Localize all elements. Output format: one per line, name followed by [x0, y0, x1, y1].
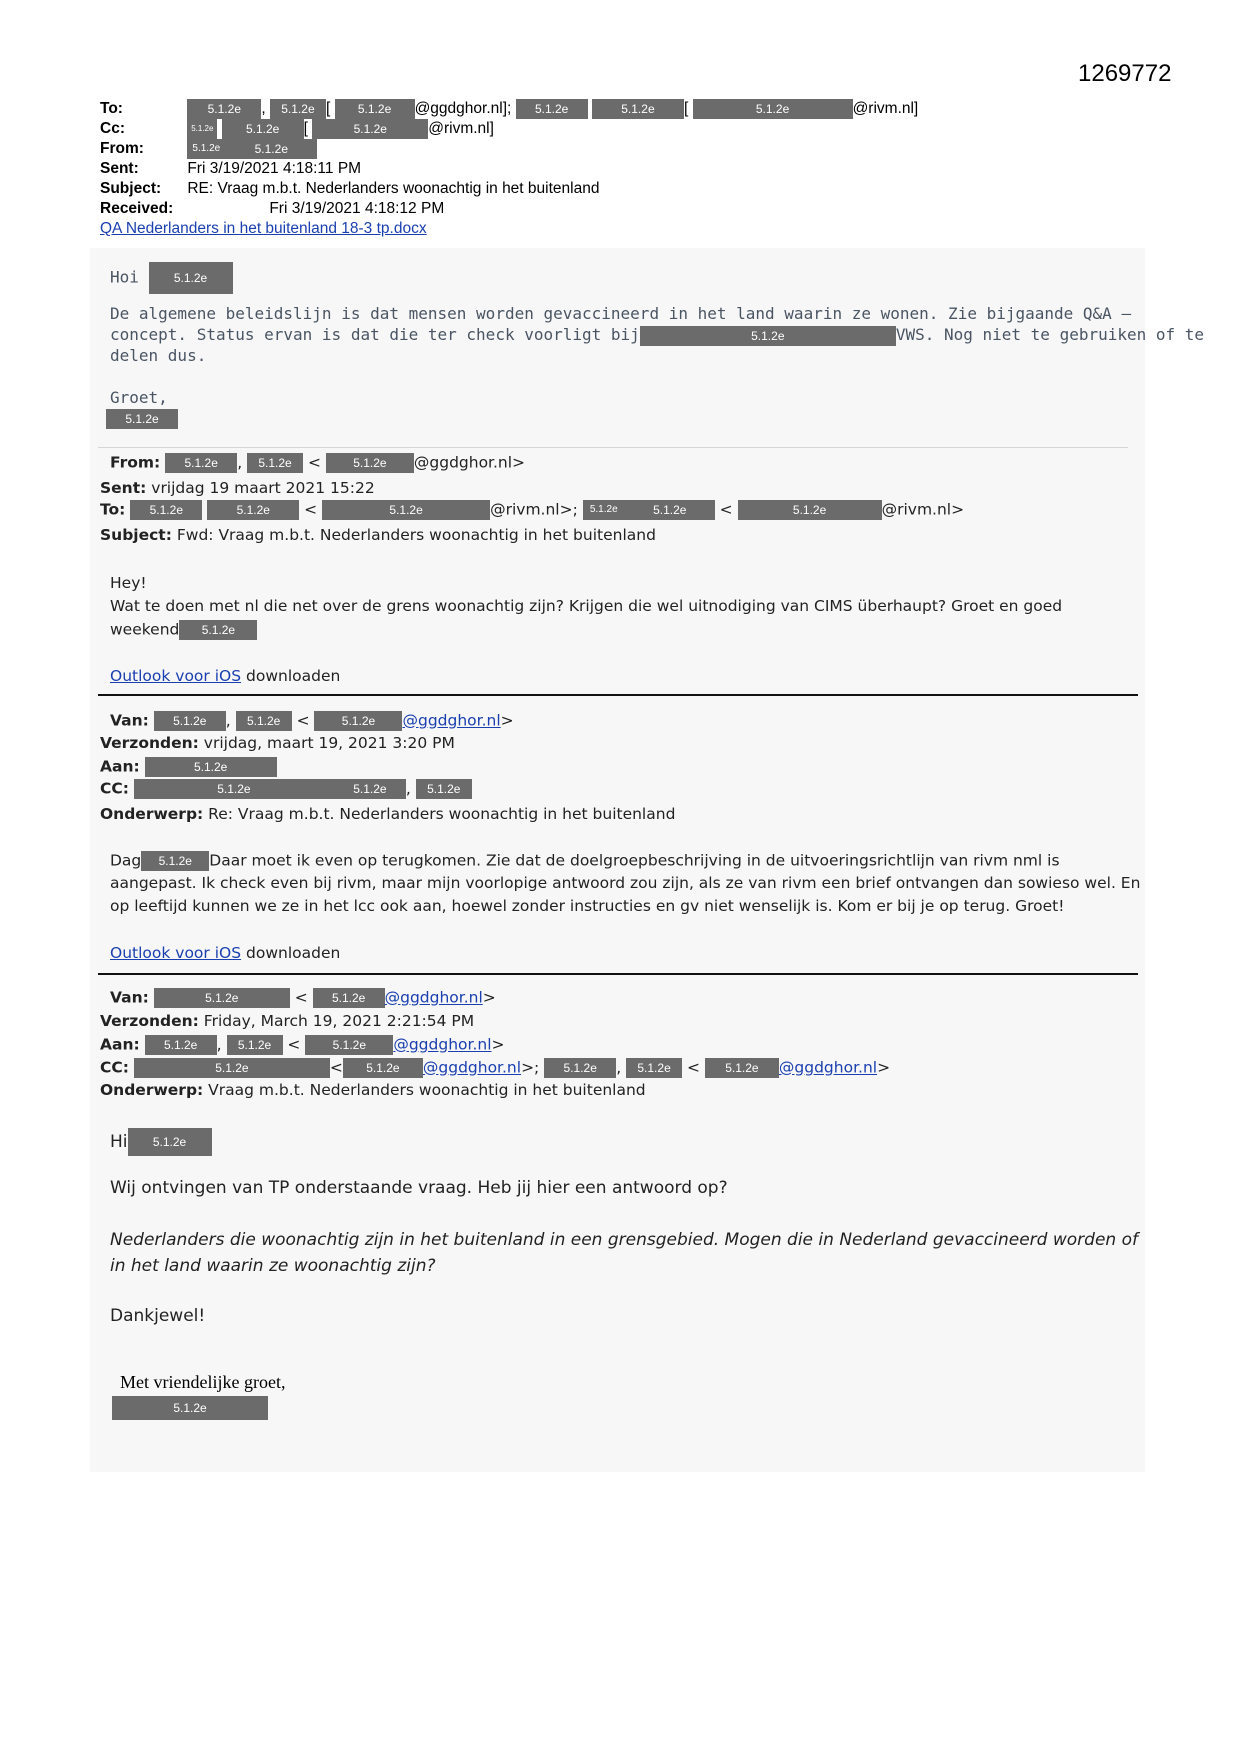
sent-line — [100, 159, 361, 179]
aan-label: Aan: — [100, 1035, 140, 1054]
redaction: 5.1.2e — [625, 500, 715, 520]
redaction: 5.1.2e — [222, 119, 304, 139]
document-id: 1269772 — [1078, 60, 1172, 87]
van-domain[interactable]: @ggdghor.nl — [384, 988, 483, 1007]
msg2-body2: Wat te doen met nl die net over de grens woonachtig zijn? Krijgen die wel uitnodiging van CIMS überhaupt? Groet en goed — [110, 597, 1063, 615]
subject-value: RE: Vraag m.b.t. Nederlanders woonachtig in het buitenland — [187, 180, 600, 197]
msg4-verzonden — [100, 1012, 474, 1030]
outlook-text: downloaden — [246, 667, 341, 685]
subject-label: Subject: — [100, 526, 172, 544]
redaction: 5.1.2e — [207, 500, 299, 520]
cc-domain-2[interactable]: @ggdghor.nl — [778, 1058, 878, 1077]
redaction: 5.1.2e — [693, 99, 853, 119]
redaction: 5.1.2e — [236, 711, 292, 731]
msg1-line3: delen dus. — [110, 346, 207, 365]
from-domain: @ggdghor.nl> — [413, 453, 526, 472]
redaction: 5.1.2e — [314, 711, 402, 731]
msg3-aan — [100, 757, 277, 777]
verzonden-value: Friday, March 19, 2021 2:21:54 PM — [203, 1012, 475, 1030]
redaction: 5.1.2e — [187, 99, 261, 119]
verzonden-label: Verzonden: — [100, 1012, 199, 1030]
redaction: 5.1.2e — [334, 779, 406, 799]
cc-label: CC: — [100, 779, 129, 798]
redaction: 5.1.2e — [128, 1128, 212, 1156]
sent-value: Fri 3/19/2021 4:18:11 PM — [187, 160, 362, 177]
redaction: 5.1.2e — [592, 99, 684, 119]
msg1-line2 — [110, 324, 1204, 346]
line-text: concept. Status ervan is dat die ter check voorligt bij — [110, 325, 640, 344]
msg4-signature — [112, 1396, 268, 1420]
line-text: VWS. Nog niet te gebruiken of te — [895, 325, 1205, 344]
redaction: 5.1.2e — [149, 262, 233, 294]
attachment-line — [100, 219, 427, 239]
separator — [98, 694, 1138, 696]
attachment-link[interactable]: QA Nederlanders in het buitenland 18-3 tp.docx — [100, 220, 427, 237]
body-text: weekend — [110, 620, 180, 639]
msg3-body1 — [110, 851, 1060, 871]
msg3-outlook — [110, 944, 340, 962]
msg2-sent — [100, 479, 375, 497]
msg4-cc: CC: 5.1.2e < 5.1.2e @ggdghor.nl>; 5.1.2e , 5.1.2e < 5.1.2e @ggdghor.nl> — [100, 1058, 891, 1077]
onderwerp-value: Vraag m.b.t. Nederlanders woonachtig in het buitenland — [208, 1081, 646, 1099]
msg2-to: To: 5.1.2e 5.1.2e < 5.1.2e @rivm.nl>; 5.1.2e 5.1.2e < 5.1.2e @rivm.nl> — [100, 500, 965, 519]
redaction: 5.1.2e — [626, 1058, 682, 1078]
redaction: 5.1.2e — [335, 99, 415, 119]
redaction: 5.1.2e — [312, 119, 428, 139]
msg4-line1: Wij ontvingen van TP onderstaande vraag. Heb jij hier een antwoord op? — [110, 1178, 728, 1198]
msg1-closing: Groet, — [110, 388, 168, 407]
msg4-van: Van: 5.1.2e < 5.1.2e @ggdghor.nl> — [110, 988, 496, 1007]
redaction: 5.1.2e — [134, 779, 334, 799]
subject-line — [100, 179, 599, 199]
cc-label: CC: — [100, 1058, 129, 1077]
redaction: 5.1.2e — [305, 1035, 393, 1055]
msg2-body1: Hey! — [110, 574, 147, 592]
redaction: 5.1.2e — [583, 500, 625, 520]
redaction: 5.1.2e — [322, 500, 490, 520]
redaction: 5.1.2e — [130, 500, 202, 520]
onderwerp-value: Re: Vraag m.b.t. Nederlanders woonachtig in het buitenland — [208, 805, 676, 823]
separator — [98, 973, 1138, 975]
redaction: 5.1.2e — [416, 779, 472, 799]
to-domain-2: @rivm.nl> — [881, 500, 965, 519]
from-label: From: — [110, 453, 161, 472]
redaction: 5.1.2e — [134, 1058, 330, 1078]
redaction: 5.1.2e — [187, 139, 225, 159]
redaction: 5.1.2e — [705, 1058, 779, 1078]
msg4-aan: Aan: 5.1.2e , 5.1.2e < 5.1.2e @ggdghor.nl> — [100, 1035, 505, 1054]
redaction: 5.1.2e — [738, 500, 882, 520]
to-domain-2: @rivm.nl] — [852, 100, 919, 118]
outlook-text: downloaden — [246, 944, 341, 962]
redaction: 5.1.2e — [145, 1035, 217, 1055]
redaction: 5.1.2e — [187, 119, 217, 139]
sent-value: vrijdag 19 maart 2021 15:22 — [151, 479, 375, 497]
msg2-outlook — [110, 667, 340, 685]
redaction: 5.1.2e — [145, 757, 277, 777]
msg2-subject — [100, 526, 656, 544]
to-label: To: — [100, 100, 123, 118]
msg1-line1: De algemene beleidslijn is dat mensen worden gevaccineerd in het land waarin ze wonen. Zie bijgaande Q&A – — [110, 304, 1132, 323]
redaction: 5.1.2e — [165, 453, 237, 473]
redaction: 5.1.2e — [343, 1058, 423, 1078]
redaction: 5.1.2e — [270, 99, 326, 119]
msg2-body3 — [110, 620, 257, 640]
redaction: 5.1.2e — [179, 620, 257, 640]
msg2-from: From: 5.1.2e , 5.1.2e < 5.1.2e @ggdghor.nl> — [110, 453, 526, 472]
aan-domain[interactable]: @ggdghor.nl — [393, 1035, 492, 1054]
sent-label: Sent: — [100, 479, 147, 497]
to-line: To: 5.1.2e , 5.1.2e [ 5.1.2e @ggdghor.nl]; 5.1.2e 5.1.2e [ 5.1.2e @rivm.nl] — [100, 100, 919, 118]
greeting-text: Hi — [110, 1132, 128, 1152]
redaction: 5.1.2e — [247, 453, 303, 473]
outlook-link[interactable]: Outlook voor iOS — [110, 944, 242, 962]
msg4-quote2: in het land waarin ze woonachtig zijn? — [110, 1256, 436, 1276]
body-text: Daar moet ik even op terugkomen. Zie dat de doelgroepbeschrijving in de uitvoeringsrichtlijn van rivm nml is — [209, 851, 1060, 870]
outlook-link[interactable]: Outlook voor iOS — [110, 667, 242, 685]
cc-line: Cc: 5.1.2e 5.1.2e [ 5.1.2e @rivm.nl] — [100, 120, 494, 138]
redaction: 5.1.2e — [640, 326, 896, 346]
received-line — [100, 199, 444, 219]
aan-label: Aan: — [100, 757, 140, 776]
redaction: 5.1.2e — [227, 1035, 283, 1055]
msg4-onderwerp — [100, 1081, 646, 1099]
to-domain-1: @ggdghor.nl]; — [414, 100, 512, 118]
msg4-greeting — [110, 1128, 212, 1156]
sent-label: Sent: — [100, 160, 139, 177]
cc-label: Cc: — [100, 120, 125, 138]
cc-domain: @rivm.nl] — [428, 120, 494, 138]
received-label: Received: — [100, 200, 174, 217]
verzonden-value: vrijdag, maart 19, 2021 3:20 PM — [203, 734, 455, 752]
redaction: 5.1.2e — [112, 1396, 268, 1420]
to-label: To: — [100, 500, 126, 519]
van-domain[interactable]: @ggdghor.nl — [402, 711, 501, 730]
redaction: 5.1.2e — [141, 851, 209, 871]
redaction: 5.1.2e — [326, 453, 414, 473]
msg1-signature — [106, 409, 178, 429]
to-domain-1: @rivm.nl>; — [490, 500, 578, 519]
greeting-text: Hoi — [110, 267, 139, 287]
redaction: 5.1.2e — [544, 1058, 616, 1078]
msg3-onderwerp — [100, 805, 675, 823]
body-text: Dag — [110, 851, 142, 870]
verzonden-label: Verzonden: — [100, 734, 199, 752]
onderwerp-label: Onderwerp: — [100, 805, 204, 823]
from-line — [100, 139, 317, 159]
received-value: Fri 3/19/2021 4:18:12 PM — [269, 200, 445, 217]
redaction: 5.1.2e — [225, 139, 317, 159]
msg3-body2: aangepast. Ik check even bij rivm, maar mijn voorlopige antwoord zou zijn, als ze van rivm een brief ontvangen dan sowieso wel. En — [110, 874, 1141, 892]
subject-label: Subject: — [100, 180, 162, 197]
msg4-signoff: Met vriendelijke groet, — [120, 1372, 286, 1392]
redaction: 5.1.2e — [516, 99, 588, 119]
redaction: 5.1.2e — [154, 711, 226, 731]
redaction: 5.1.2e — [154, 988, 290, 1008]
van-label: Van: — [110, 711, 149, 730]
redaction: 5.1.2e — [106, 409, 178, 429]
msg4-thanks: Dankjewel! — [110, 1306, 206, 1326]
msg3-verzonden — [100, 734, 455, 752]
msg3-body3: op leeftijd kunnen we ze in het lcc ook aan, hoewel zonder instructies en gv niet wenselijk is. Kom er bij je op terug. Groet! — [110, 897, 1065, 915]
msg4-quote1: Nederlanders die woonachtig zijn in het buitenland in een grensgebied. Mogen die in Nederland gevaccineerd worden of — [110, 1230, 1138, 1250]
redaction: 5.1.2e — [313, 988, 385, 1008]
van-label: Van: — [110, 988, 149, 1007]
onderwerp-label: Onderwerp: — [100, 1081, 204, 1099]
msg3-van: Van: 5.1.2e , 5.1.2e < 5.1.2e @ggdghor.nl> — [110, 711, 514, 730]
subject-value: Fwd: Vraag m.b.t. Nederlanders woonachtig in het buitenland — [176, 526, 656, 544]
cc-domain-1[interactable]: @ggdghor.nl — [422, 1058, 522, 1077]
separator — [98, 447, 1128, 448]
from-label: From: — [100, 140, 144, 158]
msg3-cc: CC: 5.1.2e 5.1.2e , 5.1.2e — [100, 779, 472, 799]
msg1-greeting — [110, 262, 233, 294]
